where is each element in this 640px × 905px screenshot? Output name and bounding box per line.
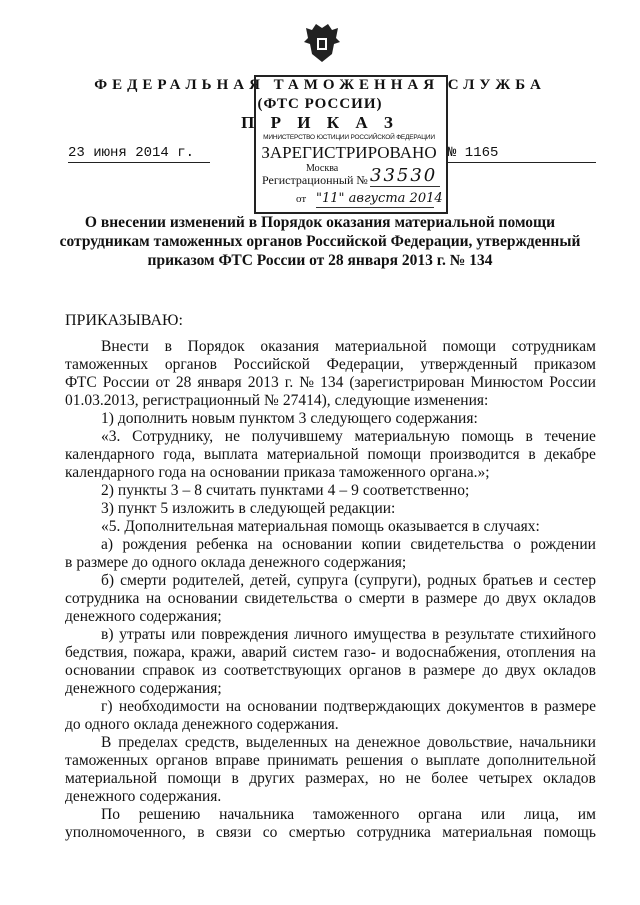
text-line: в) утраты или повреждения личного имущества в результате стихийного <box>101 626 596 643</box>
stamp-date: "11" августа 2014 <box>316 191 443 206</box>
title-line: сотрудникам таможенных органов Российской Федерации, утвержденный <box>59 233 581 250</box>
stamp-registered: ЗАРЕГИСТРИРОВАНО <box>261 143 437 162</box>
document-type: П Р И К А З <box>241 113 399 132</box>
coat-of-arms-emblem <box>302 22 342 66</box>
text-line: основании справок из соответствующих органов в размере до двух окладов <box>65 662 596 679</box>
text-line: календарного года, выплата материальной помощи производится в декабре <box>65 446 596 463</box>
text-line: уполномоченного, в связи со смертью сотрудника материальная помощь <box>65 824 596 841</box>
paragraph <box>65 428 596 482</box>
order-word: ПРИКАЗЫВАЮ: <box>65 312 183 329</box>
text-line: «5. Дополнительная материальная помощь оказывается в случаях: <box>101 518 540 535</box>
text-line: а) рождения ребенка на основании копии свидетельства о рождении <box>101 536 596 553</box>
text-line: Внести в Порядок оказания материальной помощи сотрудникам <box>101 338 596 355</box>
order-number: № 1165 <box>448 145 596 163</box>
text-line: материальной помощи в других размерах, но не более четырех окладов <box>65 770 596 787</box>
paragraph <box>65 410 596 428</box>
agency-name: ФЕДЕРАЛЬНАЯ ТАМОЖЕННАЯ СЛУЖБА <box>94 77 546 93</box>
paragraph <box>65 482 596 500</box>
paragraph <box>65 518 596 536</box>
stamp-city: Москва <box>306 163 339 174</box>
text-line: таможенных органов вправе принимать решения о выплате дополнительной <box>65 752 596 769</box>
text-line: сотрудника на основании свидетельства о смерти в размере до двух окладов <box>65 590 596 607</box>
paragraph <box>65 806 596 842</box>
text-line: календарного года на основании приказа таможенного органа.»; <box>65 464 490 481</box>
paragraph <box>65 698 596 734</box>
text-line: 01.03.2013, регистрационный № 27414), следующие изменения: <box>65 392 489 409</box>
text-line: г) необходимости на основании подтверждающих документов в размере <box>101 698 596 715</box>
agency-short-name: (ФТС РОССИИ) <box>257 96 383 112</box>
text-line: б) смерти родителей, детей, супруга (супруги), родных братьев и сестер <box>101 572 596 589</box>
order-date: 23 июня 2014 г. <box>68 145 210 163</box>
text-line: до одного оклада денежного содержания. <box>65 716 339 733</box>
text-line: таможенных органов Российской Федерации, утвержденный приказом <box>65 356 596 373</box>
text-line: денежного содержания; <box>65 680 222 697</box>
document-title <box>40 213 600 270</box>
text-line: бедствия, пожара, кражи, аварий систем газо- и водоснабжения, отопления на <box>65 644 596 661</box>
text-line: денежного содержания. <box>65 788 222 805</box>
stamp-date-prefix: от <box>296 193 307 205</box>
text-line: По решению начальника таможенного органа или лица, им <box>101 806 596 823</box>
paragraph <box>65 536 596 572</box>
text-line: 2) пункты 3 – 8 считать пунктами 4 – 9 соответственно; <box>101 482 470 499</box>
text-line: В пределах средств, выделенных на денежное довольствие, начальники <box>101 734 596 751</box>
text-line: 1) дополнить новым пунктом 3 следующего содержания: <box>101 410 478 427</box>
paragraph <box>65 734 596 806</box>
text-line: «3. Сотруднику, не получившему материальную помощь в течение <box>101 428 596 445</box>
document-body <box>65 338 596 842</box>
text-line: 3) пункт 5 изложить в следующей редакции: <box>101 500 396 517</box>
paragraph <box>65 626 596 698</box>
stamp-reg-number: 33530 <box>370 165 440 187</box>
text-line: ФТС России от 28 января 2013 г. № 134 (зарегистрирован Минюстом России <box>65 374 596 391</box>
paragraph <box>65 500 596 518</box>
paragraph <box>65 572 596 626</box>
title-line: приказом ФТС России от 28 января 2013 г. № 134 <box>147 252 493 269</box>
title-line: О внесении изменений в Порядок оказания материальной помощи <box>84 214 556 231</box>
stamp-reg-label: Регистрационный № <box>262 173 368 187</box>
paragraph <box>65 338 596 410</box>
text-line: денежного содержания; <box>65 608 222 625</box>
stamp-ministry: МИНИСТЕРСТВО ЮСТИЦИИ РОССИЙСКОЙ ФЕДЕРАЦИИ <box>263 134 435 141</box>
text-line: в размере до одного оклада денежного содержания; <box>65 554 407 571</box>
